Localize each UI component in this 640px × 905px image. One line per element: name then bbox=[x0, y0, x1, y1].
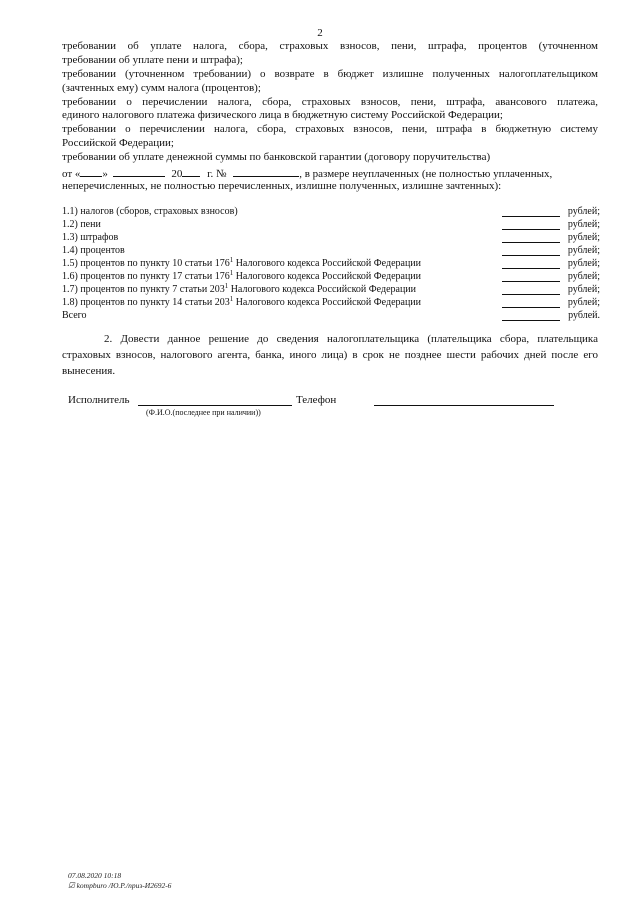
intro-paragraph-1: требовании об уплате налога, сбора, страховых взносов, пени, штрафа, процентов (уточненном bbox=[62, 40, 598, 52]
item-label: 1.5) процентов по пункту 10 статьи $176^1$ Налогового кодекса Российской Федерации bbox=[62, 256, 422, 269]
phone-line bbox=[374, 405, 554, 406]
amount-blank bbox=[502, 245, 560, 256]
executor-signature-line bbox=[138, 405, 292, 406]
date-close-quote: » bbox=[102, 168, 108, 180]
list-item-total bbox=[62, 309, 600, 322]
date-line-tail: , в размере неуплаченных (не полностью уплаченных, bbox=[299, 168, 553, 180]
list-item bbox=[62, 283, 600, 296]
list-item bbox=[62, 270, 600, 283]
item-label: 1.1) налогов (сборов, страховых взносов) bbox=[62, 206, 238, 217]
footer-date: 07.08.2020 10:18 bbox=[68, 871, 122, 880]
list-item bbox=[62, 296, 600, 309]
intro-paragraph-3b: единого налогового платежа физического лица в бюджетную систему Российской Федерации; bbox=[62, 109, 503, 121]
amount-blank bbox=[502, 297, 560, 308]
fio-hint: (Ф.И.О.(последнее при наличии)) bbox=[146, 408, 261, 417]
amounts-list bbox=[62, 205, 600, 322]
amount-blank bbox=[502, 271, 560, 282]
item-unit: рублей; bbox=[567, 245, 600, 256]
amount-blank bbox=[502, 219, 560, 230]
item-label: 1.2) пени bbox=[62, 219, 101, 230]
page-number: 2 bbox=[317, 27, 323, 39]
item-label: 1.3) штрафов bbox=[62, 232, 119, 243]
list-item bbox=[62, 231, 600, 244]
list-item bbox=[62, 218, 600, 231]
date-line-continuation: неперечисленных, не полностью перечисленных, излишне полученных, излишне зачтенных): bbox=[62, 180, 502, 192]
date-number-line bbox=[62, 166, 598, 181]
footer-source: ☑ kompburo /Ю.Р./приз-И2692-6 bbox=[68, 881, 172, 890]
intro-paragraph-3: требовании о перечислении налога, сбора, страховых взносов, пени, штрафа, авансового платежа, bbox=[62, 96, 598, 108]
intro-paragraph-1b: требовании об уплате пени и штрафа); bbox=[62, 54, 243, 66]
phone-label: Телефон bbox=[296, 394, 337, 406]
list-item bbox=[62, 257, 600, 270]
list-item bbox=[62, 205, 600, 218]
item-unit: рублей; bbox=[567, 219, 600, 230]
item-label: 1.6) процентов по пункту 17 статьи $176^1$ Налогового кодекса Российской Федерации bbox=[62, 269, 422, 282]
amount-blank bbox=[502, 310, 560, 321]
item-unit: рублей; bbox=[567, 271, 600, 282]
intro-paragraph-5: требовании об уплате денежной суммы по банковской гарантии (договору поручительства) bbox=[62, 151, 491, 163]
point-2-paragraph: 2. Довести данное решение до сведения налогоплательщика (плательщика сбора, плательщика страховых взносов, налогового агента, банка, иного лица) в срок не позднее шести рабочих дней после его вынесения. bbox=[62, 333, 598, 377]
intro-paragraph-2b: (зачтенных ему) сумм налога (процентов); bbox=[62, 82, 261, 94]
amount-blank bbox=[502, 206, 560, 217]
item-label: 1.7) процентов по пункту 7 статьи $203^1$ Налогового кодекса Российской Федерации bbox=[62, 282, 417, 295]
item-label: 1.8) процентов по пункту 14 статьи $203^1$ Налогового кодекса Российской Федерации bbox=[62, 295, 422, 308]
item-label: 1.4) процентов bbox=[62, 245, 125, 256]
intro-paragraph-4b: Российской Федерации; bbox=[62, 137, 174, 149]
item-unit: рублей; bbox=[567, 232, 600, 243]
item-unit: рублей; bbox=[567, 206, 600, 217]
date-number-label: г. № bbox=[207, 168, 227, 180]
item-unit: рублей; bbox=[567, 258, 600, 269]
item-unit: рублей; bbox=[567, 297, 600, 308]
amount-blank bbox=[502, 232, 560, 243]
date-from-label: от « bbox=[62, 168, 81, 180]
amount-blank bbox=[502, 284, 560, 295]
item-label: Всего bbox=[62, 310, 87, 321]
intro-paragraph-2: требовании (уточненном требовании) о возврате в бюджет излишне полученных налогоплательщиком bbox=[62, 68, 598, 80]
item-unit: рублей; bbox=[567, 284, 600, 295]
amount-blank bbox=[502, 258, 560, 269]
intro-paragraph-4: требовании о перечислении налога, сбора, страховых взносов, пени, штрафа в бюджетную систему bbox=[62, 123, 598, 135]
item-unit: рублей. bbox=[568, 310, 600, 321]
executor-label: Исполнитель bbox=[68, 394, 130, 406]
date-year-prefix: 20 bbox=[171, 168, 183, 180]
list-item bbox=[62, 244, 600, 257]
